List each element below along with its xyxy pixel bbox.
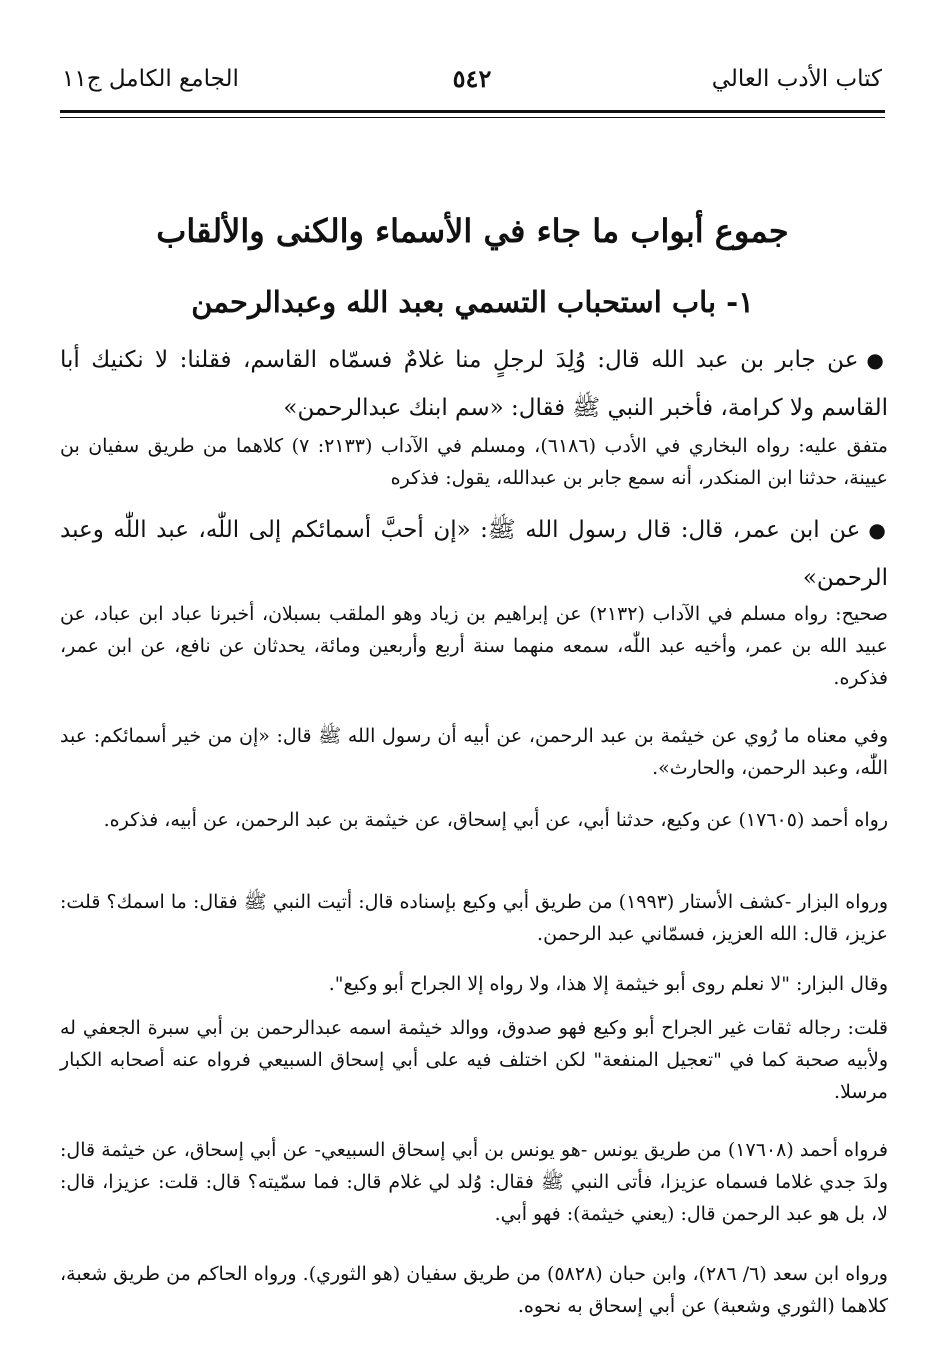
bullet-icon: ● (868, 518, 888, 542)
page-number: ٥٤٢ (452, 64, 492, 93)
takhrij-paragraph: متفق عليه: رواه البخاري في الأدب (٦١٨٦)، ومسلم في الآداب (٢١٣٣: ٧) كلاهما من طريق سفيان بن عيينة، حدثنا ابن المنكدر، أنه سمع جابر بن عبدالله، يقول: فذكره (60, 435, 888, 489)
commentary-paragraph: وفي معناه ما رُوي عن خيثمة بن عبد الرحمن، عن أبيه أن رسول الله ﷺ قال: «إن من خير أسمائكم: عبد اللّٰه، وعبد الرحمن، والحارث». (60, 725, 888, 779)
hadith-paragraph (60, 336, 888, 432)
commentary-paragraph: رواه أحمد (١٧٦٠٥) عن وكيع، حدثنا أبي، عن أبي إسحاق، عن خيثمة بن عبد الرحمن، عن أبيه، فذكره. (103, 809, 888, 831)
running-header (62, 58, 882, 102)
bullet-icon: ● (866, 348, 888, 372)
commentary-paragraph: وقال البزار: "لا نعلم روى أبو خيثمة إلا هذا، ولا رواه إلا الجراح أبو وكيع". (328, 973, 888, 995)
section-title: ١- باب استحباب التسمي بعبد الله وعبدالرحمن (191, 285, 754, 319)
header-rule-thin (60, 117, 885, 118)
commentary-paragraph: ورواه البزار -كشف الأستار (١٩٩٣) من طريق أبي وكيع بإسناده قال: أتيت النبي ﷺ فقال: ما اسمك؟ قلت: عزيز، قال: الله العزيز، فسمّاني عبد الرحمن. (60, 891, 889, 945)
hadith-text: عن جابر بن عبد الله قال: وُلِدَ لرجلٍ منا غلامٌ فسمّاه القاسم، فقلنا: لا نكنيك أبا القاسم ولا كرامة، فأخبر النبي ﷺ فقال: «سم ابنك عبدالرحمن» (60, 347, 888, 421)
takhrij-paragraph: صحيح: رواه مسلم في الآداب (٢١٣٢) عن إبراهيم بن زياد وهو الملقب بسبلان، أخبرنا عباد ابن عباد، عن عبيد الله بن عمر، وأخيه عبد اللّٰه، سمعه منهما سنة أربع وأربعين ومائة، يحدثان عن نافع، عن ابن عمر، فذكره. (60, 603, 888, 689)
commentary-paragraph: ورواه ابن سعد (٦/ ٢٨٦)، وابن حبان (٥٨٢٨) من طريق سفيان (هو الثوري). ورواه الحاكم من طريق شعبة، كلاهما (الثوري وشعبة) عن أبي إسحاق به نحوه. (60, 1263, 888, 1317)
header-rule-thick (60, 110, 885, 113)
commentary-paragraph: فرواه أحمد (١٧٦٠٨) من طريق يونس -هو يونس بن أبي إسحاق السبيعي- عن أبي إسحاق، عن خيثمة قال: ولدَ جدي غلاما فسماه عزيزا، فأتى النبي ﷺ فقال: وُلد لي غلام قال: فما سمّيته؟ قال: قلت: عزيزا، قال: لا، بل هو عبد الرحمن قال: (يعني خيثمة): فهو أبي. (60, 1139, 888, 1225)
book-title: كتاب الأدب العالي (711, 66, 882, 92)
commentary-paragraph: قلت: رجاله ثقات غير الجراح أبو وكيع فهو صدوق، ووالد خيثمة اسمه عبدالرحمن بن أبي سبرة الجعفي له ولأبيه صحبة كما في "تعجيل المنفعة" لكن اختلف فيه على أبي إسحاق السبيعي فرواه عنه أصحابه الكبار مرسلا. (60, 1017, 888, 1103)
chapter-title: جموع أبواب ما جاء في الأسماء والكنى والألقاب (156, 212, 789, 250)
volume-label: الجامع الكامل ج١١ (62, 66, 239, 92)
hadith-text: عن ابن عمر، قال: قال رسول الله ﷺ: «إن أحبَّ أسمائكم إلى اللّٰه، عبد اللّٰه وعبد الرحمن» (60, 517, 888, 591)
hadith-paragraph (60, 506, 888, 602)
